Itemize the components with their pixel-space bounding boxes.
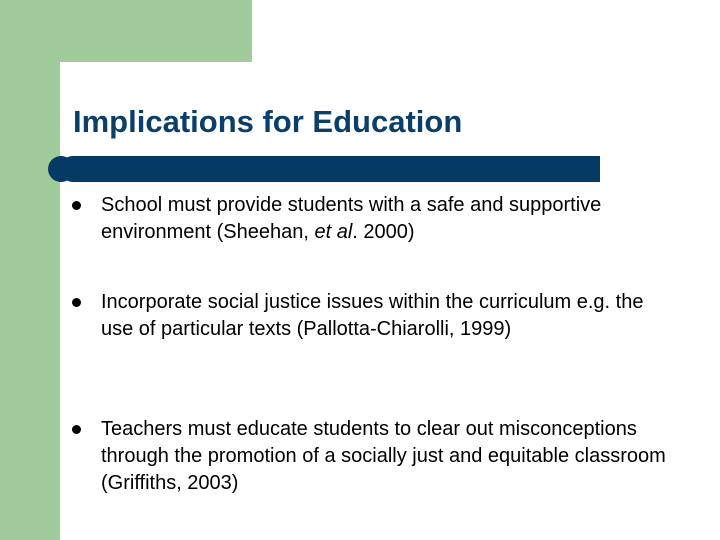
bullet-dot-icon [72, 298, 81, 307]
bullet-dot-icon [72, 425, 81, 434]
bullet-text-italic: et al [314, 221, 353, 243]
slide-title: Implications for Education [73, 104, 463, 139]
bullet-dot-icon [72, 201, 81, 210]
green-side-decoration [0, 0, 60, 540]
bullet-text: Incorporate social justice issues within the curriculum e.g. the use of particular texts (Pallotta-Chiarolli, 1999) [101, 291, 644, 340]
bullet-text [101, 192, 671, 246]
title-underline-bar [60, 156, 600, 182]
bullet-text: Teachers must educate students to clear out misconceptions through the promotion of a socially just and equitable classroom (Griffiths, 2003) [101, 418, 666, 494]
bullet-text-part: School must provide students with a safe and supportive environment (Sheehan, [101, 194, 602, 243]
bullet-text-part: . 2000) [352, 221, 415, 243]
